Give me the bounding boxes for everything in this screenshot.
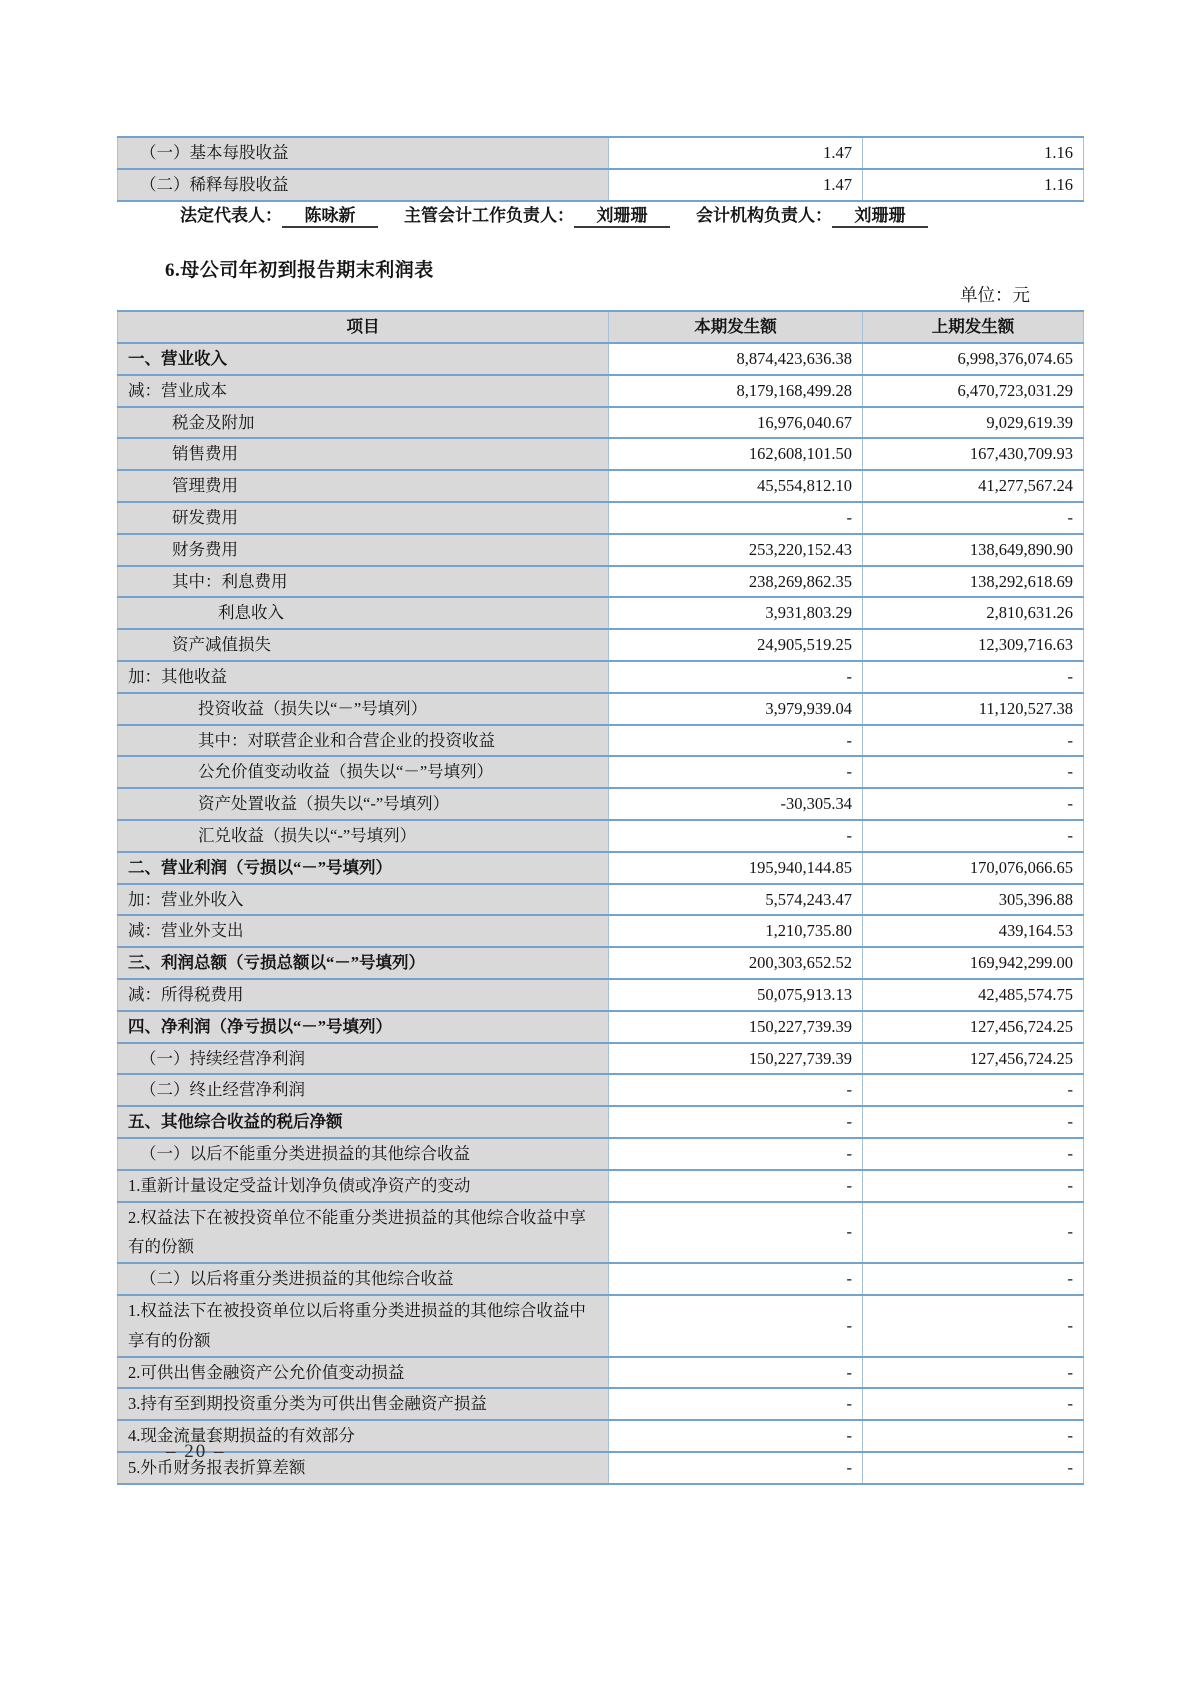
- row-current-value: 195,940,144.85: [609, 852, 863, 884]
- row-current-value: -: [609, 1202, 863, 1264]
- row-label: 减：营业成本: [118, 375, 609, 407]
- row-label: 减：所得税费用: [118, 979, 609, 1011]
- row-prior-value: -: [863, 661, 1084, 693]
- table-row: [118, 470, 1084, 502]
- row-current-value: -: [609, 1357, 863, 1389]
- row-current-value: -: [609, 1452, 863, 1484]
- row-prior-value: -: [863, 1420, 1084, 1452]
- row-prior-value: -: [863, 1202, 1084, 1264]
- row-current-value: 3,979,939.04: [609, 693, 863, 725]
- table-row: [118, 1011, 1084, 1043]
- row-prior-value: 9,029,619.39: [863, 407, 1084, 439]
- table-row: [118, 597, 1084, 629]
- row-prior-value: -: [863, 1295, 1084, 1357]
- row-prior-value: 12,309,716.63: [863, 629, 1084, 661]
- row-prior-value: -: [863, 756, 1084, 788]
- row-current-value: -: [609, 1074, 863, 1106]
- row-label: （一）以后不能重分类进损益的其他综合收益: [118, 1138, 609, 1170]
- row-label: 加：其他收益: [118, 661, 609, 693]
- row-prior-value: -: [863, 820, 1084, 852]
- table-row: [118, 1420, 1084, 1452]
- table-row: [118, 693, 1084, 725]
- row-current-value: 24,905,519.25: [609, 629, 863, 661]
- header-row: [118, 311, 1084, 343]
- row-label: 5.外币财务报表折算差额: [118, 1452, 609, 1484]
- income-statement-table: [117, 310, 1084, 1485]
- row-prior-value: -: [863, 1452, 1084, 1484]
- table-row: [118, 1170, 1084, 1202]
- row-prior-value: 1.16: [863, 137, 1084, 169]
- column-header-prior-period: 上期发生额: [863, 311, 1084, 343]
- row-label: 4.现金流量套期损益的有效部分: [118, 1420, 609, 1452]
- table-row: [118, 947, 1084, 979]
- signature-label: 主管会计工作负责人：: [404, 206, 574, 225]
- row-current-value: -: [609, 1170, 863, 1202]
- row-label: 四、净利润（净亏损以“－”号填列）: [118, 1011, 609, 1043]
- row-label: 财务费用: [118, 534, 609, 566]
- row-label: 研发费用: [118, 502, 609, 534]
- row-current-value: 1,210,735.80: [609, 915, 863, 947]
- table-row: [118, 1388, 1084, 1420]
- row-label: 汇兑收益（损失以“-”号填列）: [118, 820, 609, 852]
- signature-name: 刘珊珊: [832, 201, 928, 228]
- row-current-value: 150,227,739.39: [609, 1011, 863, 1043]
- table-row: [118, 1295, 1084, 1357]
- row-prior-value: 6,470,723,031.29: [863, 375, 1084, 407]
- row-label: 五、其他综合收益的税后净额: [118, 1106, 609, 1138]
- table-row: [118, 1138, 1084, 1170]
- row-prior-value: 127,456,724.25: [863, 1011, 1084, 1043]
- row-label: 管理费用: [118, 470, 609, 502]
- table-row: [118, 1074, 1084, 1106]
- row-current-value: -: [609, 1263, 863, 1295]
- row-current-value: -: [609, 1420, 863, 1452]
- table-row: [118, 661, 1084, 693]
- row-prior-value: 305,396.88: [863, 884, 1084, 916]
- table-row: [118, 884, 1084, 916]
- table-row: [118, 979, 1084, 1011]
- row-current-value: -: [609, 1106, 863, 1138]
- row-prior-value: 1.16: [863, 169, 1084, 201]
- row-current-value: -: [609, 1295, 863, 1357]
- table-row: [118, 725, 1084, 757]
- row-prior-value: 127,456,724.25: [863, 1043, 1084, 1075]
- row-current-value: -30,305.34: [609, 788, 863, 820]
- row-current-value: -: [609, 502, 863, 534]
- row-current-value: 16,976,040.67: [609, 407, 863, 439]
- table-row: [118, 820, 1084, 852]
- row-current-value: 200,303,652.52: [609, 947, 863, 979]
- table-row: [118, 1202, 1084, 1264]
- row-label: 一、营业收入: [118, 343, 609, 375]
- table-row: [118, 375, 1084, 407]
- row-prior-value: 6,998,376,074.65: [863, 343, 1084, 375]
- signature-segment: [696, 206, 928, 225]
- row-current-value: -: [609, 1388, 863, 1420]
- row-label: （二）稀释每股收益: [118, 169, 609, 201]
- row-current-value: 3,931,803.29: [609, 597, 863, 629]
- row-label: （二）以后将重分类进损益的其他综合收益: [118, 1263, 609, 1295]
- row-label: 投资收益（损失以“－”号填列）: [118, 693, 609, 725]
- column-header-item: 项目: [118, 311, 609, 343]
- row-prior-value: -: [863, 502, 1084, 534]
- table-row: [118, 1106, 1084, 1138]
- unit-label: 单位：元: [960, 285, 1030, 305]
- row-current-value: 238,269,862.35: [609, 566, 863, 598]
- table-row: [118, 407, 1084, 439]
- row-label: 二、营业利润（亏损以“－”号填列）: [118, 852, 609, 884]
- table-row: [118, 566, 1084, 598]
- table-row: [118, 137, 1084, 169]
- signature-segment: [404, 206, 670, 225]
- row-label: 税金及附加: [118, 407, 609, 439]
- table-row: [118, 1452, 1084, 1484]
- table-row: [118, 1263, 1084, 1295]
- row-current-value: -: [609, 725, 863, 757]
- row-label: （一）持续经营净利润: [118, 1043, 609, 1075]
- row-current-value: 5,574,243.47: [609, 884, 863, 916]
- row-prior-value: -: [863, 725, 1084, 757]
- table-row: [118, 756, 1084, 788]
- table-row: [118, 1357, 1084, 1389]
- row-prior-value: 11,120,527.38: [863, 693, 1084, 725]
- table-row: [118, 169, 1084, 201]
- row-prior-value: 138,649,890.90: [863, 534, 1084, 566]
- row-prior-value: 167,430,709.93: [863, 438, 1084, 470]
- row-prior-value: -: [863, 1263, 1084, 1295]
- row-prior-value: 41,277,567.24: [863, 470, 1084, 502]
- table-row: [118, 502, 1084, 534]
- table-row: [118, 852, 1084, 884]
- table-row: [118, 788, 1084, 820]
- table-row: [118, 438, 1084, 470]
- row-prior-value: -: [863, 1388, 1084, 1420]
- signature-name: 陈咏新: [282, 201, 378, 228]
- row-prior-value: 439,164.53: [863, 915, 1084, 947]
- row-current-value: 8,874,423,636.38: [609, 343, 863, 375]
- row-label: 2.权益法下在被投资单位不能重分类进损益的其他综合收益中享有的份额: [118, 1202, 609, 1264]
- row-prior-value: -: [863, 1074, 1084, 1106]
- row-current-value: 150,227,739.39: [609, 1043, 863, 1075]
- row-current-value: 253,220,152.43: [609, 534, 863, 566]
- row-prior-value: -: [863, 1106, 1084, 1138]
- signature-label: 会计机构负责人：: [696, 206, 832, 225]
- signature-segment: [180, 206, 378, 225]
- row-label: 其中：利息费用: [118, 566, 609, 598]
- row-prior-value: 169,942,299.00: [863, 947, 1084, 979]
- row-current-value: 50,075,913.13: [609, 979, 863, 1011]
- signature-line: [180, 201, 1140, 228]
- table-row: [118, 629, 1084, 661]
- page-number: – 20 –: [166, 1441, 226, 1462]
- section-title: 6.母公司年初到报告期末利润表: [165, 260, 434, 281]
- row-current-value: 1.47: [609, 169, 863, 201]
- row-current-value: -: [609, 756, 863, 788]
- row-label: 1.权益法下在被投资单位以后将重分类进损益的其他综合收益中享有的份额: [118, 1295, 609, 1357]
- signature-name: 刘珊珊: [574, 201, 670, 228]
- row-label: 利息收入: [118, 597, 609, 629]
- row-label: 减：营业外支出: [118, 915, 609, 947]
- row-current-value: 8,179,168,499.28: [609, 375, 863, 407]
- row-label: 1.重新计量设定受益计划净负债或净资产的变动: [118, 1170, 609, 1202]
- table-row: [118, 915, 1084, 947]
- row-label: 三、利润总额（亏损总额以“－”号填列）: [118, 947, 609, 979]
- row-label: （一）基本每股收益: [118, 137, 609, 169]
- row-prior-value: 2,810,631.26: [863, 597, 1084, 629]
- row-label: 3.持有至到期投资重分类为可供出售金融资产损益: [118, 1388, 609, 1420]
- row-label: 资产处置收益（损失以“-”号填列）: [118, 788, 609, 820]
- row-current-value: -: [609, 661, 863, 693]
- row-label: 加：营业外收入: [118, 884, 609, 916]
- row-current-value: 1.47: [609, 137, 863, 169]
- column-header-current-period: 本期发生额: [609, 311, 863, 343]
- row-label: （二）终止经营净利润: [118, 1074, 609, 1106]
- row-prior-value: -: [863, 788, 1084, 820]
- row-label: 销售费用: [118, 438, 609, 470]
- row-label: 2.可供出售金融资产公允价值变动损益: [118, 1357, 609, 1389]
- row-prior-value: -: [863, 1357, 1084, 1389]
- signature-label: 法定代表人：: [180, 206, 282, 225]
- row-prior-value: 170,076,066.65: [863, 852, 1084, 884]
- row-current-value: -: [609, 1138, 863, 1170]
- row-label: 其中：对联营企业和合营企业的投资收益: [118, 725, 609, 757]
- row-current-value: 162,608,101.50: [609, 438, 863, 470]
- table-row: [118, 1043, 1084, 1075]
- table-row: [118, 534, 1084, 566]
- row-prior-value: -: [863, 1138, 1084, 1170]
- row-prior-value: -: [863, 1170, 1084, 1202]
- row-prior-value: 138,292,618.69: [863, 566, 1084, 598]
- row-label: 资产减值损失: [118, 629, 609, 661]
- row-current-value: 45,554,812.10: [609, 470, 863, 502]
- row-prior-value: 42,485,574.75: [863, 979, 1084, 1011]
- row-label: 公允价值变动收益（损失以“－”号填列）: [118, 756, 609, 788]
- eps-table: [117, 136, 1084, 202]
- row-current-value: -: [609, 820, 863, 852]
- table-row: [118, 343, 1084, 375]
